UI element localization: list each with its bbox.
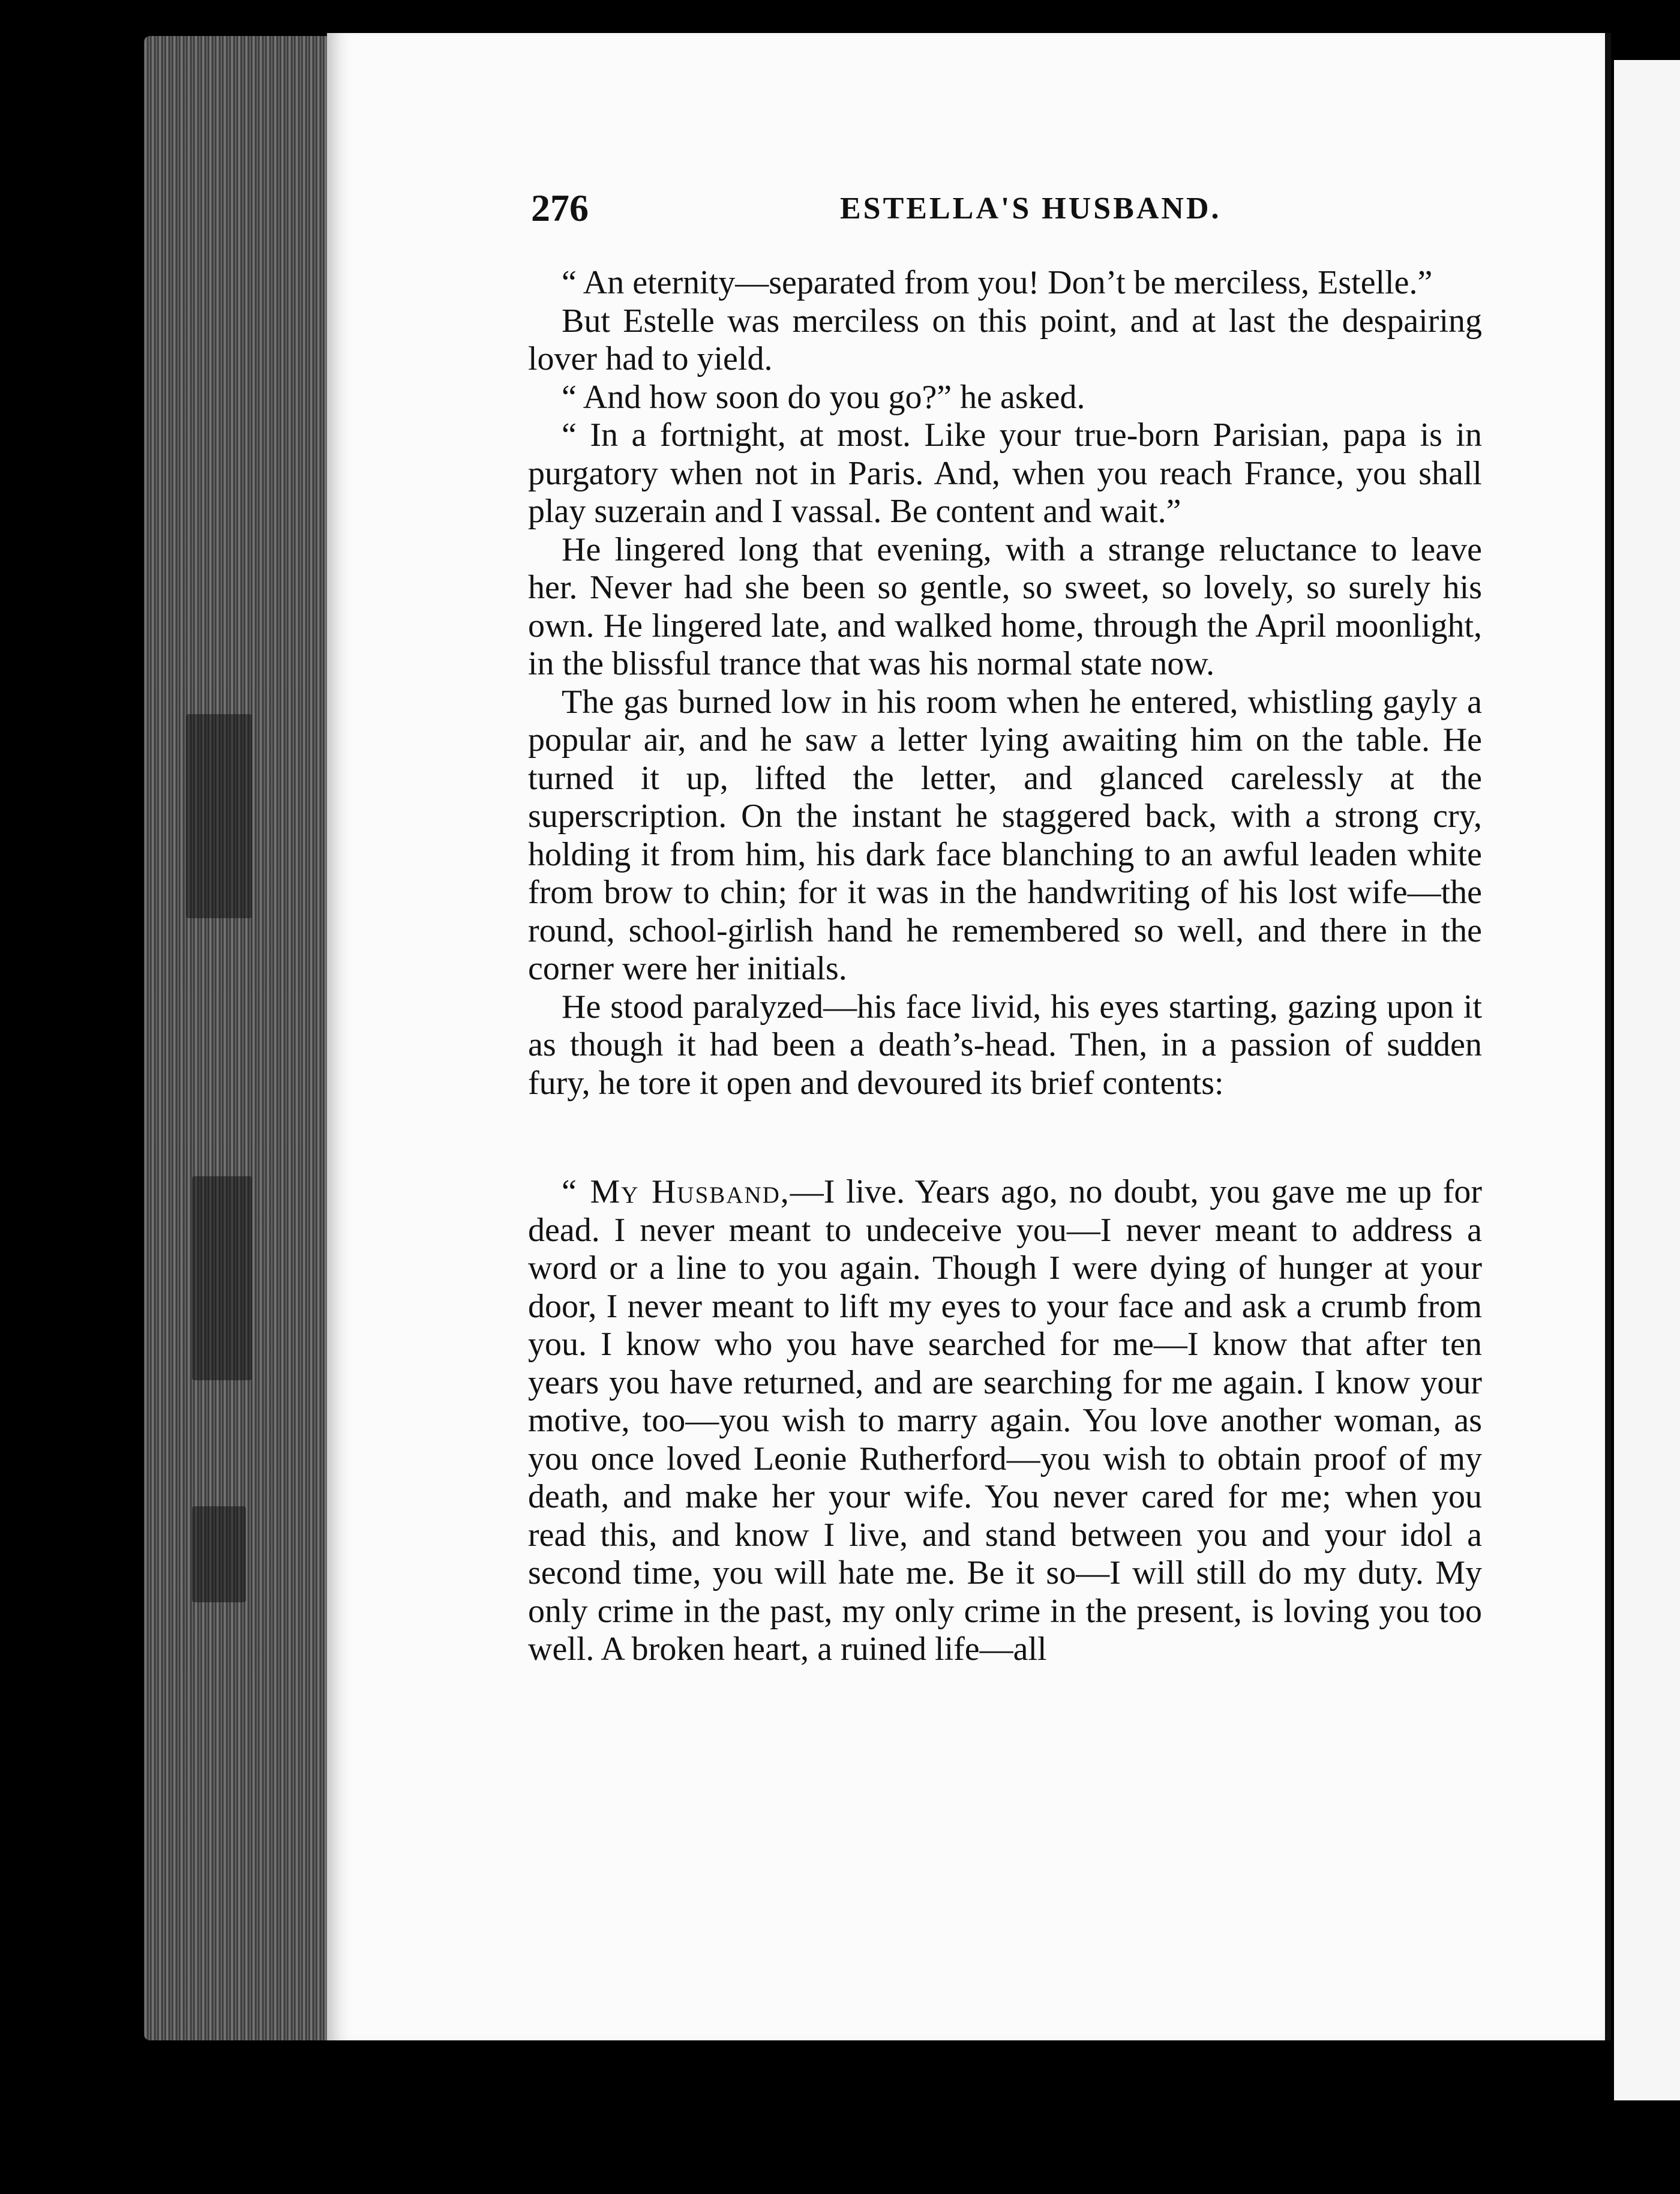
running-title: ESTELLA'S HUSBAND. <box>840 191 1222 226</box>
fore-edge-mark <box>186 714 252 918</box>
next-page-sliver <box>1614 60 1680 2100</box>
paragraph: He stood paralyzed—his face livid, his eyes starting, gazing upon it as though it had been a death’s-head. Then, in a passion of sudden fury, he tore it open and devoured its brief contents: <box>528 988 1482 1102</box>
page-number: 276 <box>531 187 589 229</box>
paragraph: He lingered long that evening, with a strange reluctance to leave her. Never had she been so gentle, so sweet, so lovely, so surely his own. He lingered late, and walked home, through the April moonlight, in the blissful trance that was his normal state now. <box>528 530 1482 682</box>
paragraph: “ In a fortnight, at most. Like your true-born Parisian, papa is in purgatory when not in Paris. And, when you reach France, you shall play suzerain and I vassal. Be content and wait.” <box>528 416 1482 530</box>
letter-salutation: “ My Husband, <box>562 1173 790 1210</box>
body-text <box>528 264 1482 1669</box>
fore-edge-mark <box>192 1176 252 1380</box>
fore-edge-mark <box>192 1506 246 1602</box>
paragraph: “ And how soon do you go?” he asked. <box>562 378 1085 416</box>
page-gutter <box>1605 33 1611 2040</box>
paragraph: “ An eternity—separated from you! Don’t be merciless, Estelle.” <box>562 264 1433 301</box>
paragraph: The gas burned low in his room when he entered, whistling gayly a popular air, and he saw a letter lying awaiting him on the table. He turned it up, lifted the letter, and glanced carelessly at the superscription. On the instant he staggered back, with a strong cry, holding it from him, his dark face blanching to an awful leaden white from brow to chin; for it was in the handwriting of his lost wife—the round, school-girlish hand he remembered so well, and there in the corner were her initials. <box>528 683 1482 987</box>
book-fore-edge <box>144 36 336 2040</box>
page-header <box>531 174 1473 240</box>
paragraph: But Estelle was merciless on this point, and at last the despairing lover had to yield. <box>528 302 1482 377</box>
letter-body: —I live. Years ago, no doubt, you gave me up for dead. I never meant to undeceive you—I never meant to address a word or a line to you again. Though I were dying of hunger at your door, I never meant to lift my eyes to your face and ask a crumb from you. I know who you have searched for me—I know that after ten years you have returned, and are searching for me again. I know your motive, too—you wish to marry again. You love another woman, as you once loved Leonie Rutherford—you wish to obtain proof of my death, and make her your wife. You never cared for me; when you read this, and know I live, and stand between you and your idol a second time, you will hate me. Be it so—I will still do my duty. My only crime in the past, my only crime in the present, is loving you too well. A broken heart, a ruined life—all <box>528 1173 1482 1668</box>
letter-paragraph <box>528 1173 1482 1669</box>
